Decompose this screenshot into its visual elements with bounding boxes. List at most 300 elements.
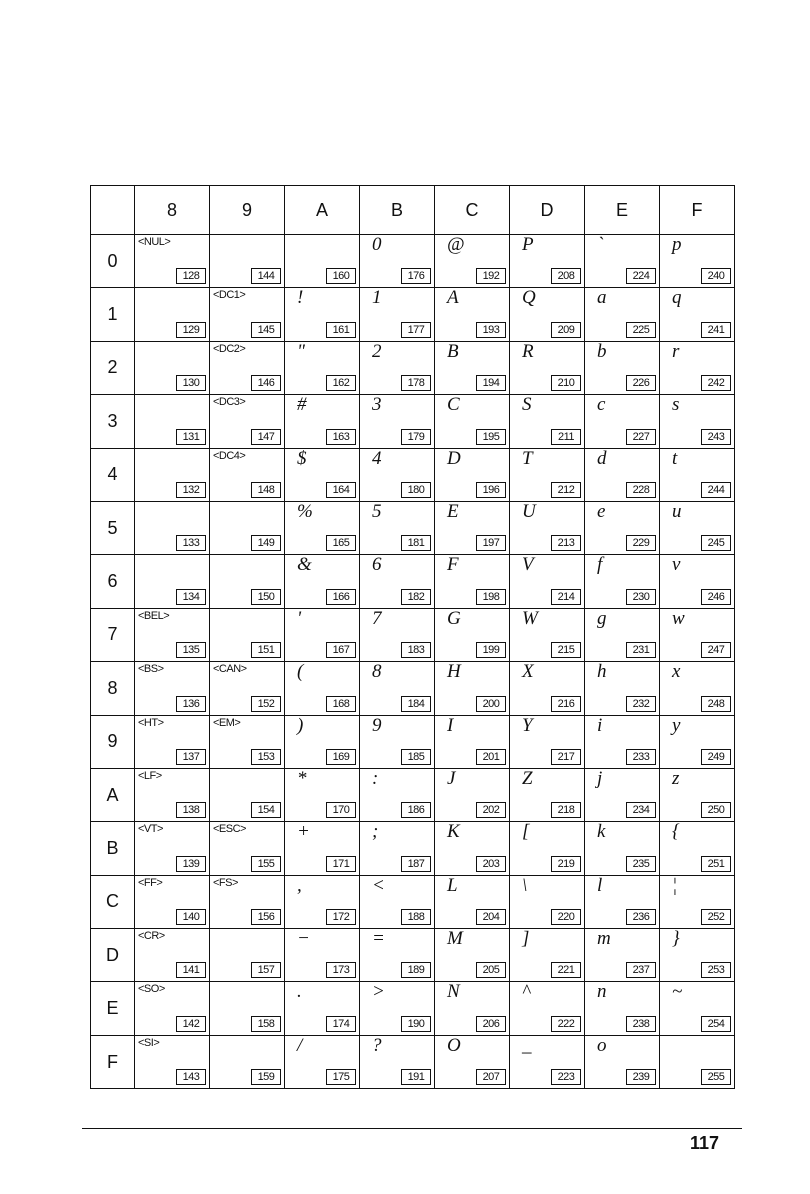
decimal-code-box: 194 [476, 375, 506, 391]
decimal-code-box: 196 [476, 482, 506, 498]
decimal-code-box: 197 [476, 535, 506, 551]
char-cell [660, 288, 735, 341]
decimal-code-box: 239 [626, 1069, 656, 1085]
char-cell [585, 662, 660, 715]
character-glyph: \ [522, 874, 528, 896]
char-cell [285, 982, 360, 1035]
char-cell [510, 662, 585, 715]
decimal-code-box: 158 [251, 1016, 281, 1032]
char-cell [285, 662, 360, 715]
character-glyph: @ [447, 234, 465, 255]
character-glyph: w [672, 607, 685, 629]
char-cell [435, 555, 510, 608]
character-glyph: z [672, 767, 680, 789]
character-glyph: 4 [372, 447, 382, 469]
decimal-code-box: 142 [176, 1016, 206, 1032]
decimal-code-box: 217 [551, 749, 581, 765]
char-cell [135, 555, 210, 608]
decimal-code-box: 228 [626, 482, 656, 498]
char-cell [135, 235, 210, 288]
char-cell [360, 1035, 435, 1088]
decimal-code-box: 254 [701, 1016, 731, 1032]
column-header: E [585, 186, 660, 235]
decimal-code-box: 174 [326, 1016, 356, 1032]
decimal-code-box: 134 [176, 589, 206, 605]
char-cell [660, 875, 735, 928]
character-glyph: $ [297, 447, 307, 469]
control-code-label: <DC2> [213, 342, 246, 355]
character-glyph: G [447, 607, 461, 629]
row-header: 6 [91, 555, 135, 608]
char-cell [435, 822, 510, 875]
decimal-code-box: 211 [551, 429, 581, 445]
column-header: 8 [135, 186, 210, 235]
decimal-code-box: 154 [251, 802, 281, 818]
char-cell [585, 768, 660, 821]
char-cell [585, 608, 660, 661]
column-header: C [435, 186, 510, 235]
char-cell [360, 288, 435, 341]
decimal-code-box: 199 [476, 642, 506, 658]
decimal-code-box: 233 [626, 749, 656, 765]
char-cell [360, 929, 435, 982]
decimal-code-box: 227 [626, 429, 656, 445]
decimal-code-box: 160 [326, 268, 356, 284]
decimal-code-box: 220 [551, 909, 581, 925]
character-glyph: j [597, 767, 603, 789]
character-glyph: C [447, 394, 460, 416]
char-cell [285, 929, 360, 982]
char-cell [435, 662, 510, 715]
char-cell [135, 822, 210, 875]
decimal-code-box: 156 [251, 909, 281, 925]
character-glyph: E [447, 500, 459, 522]
decimal-code-box: 226 [626, 375, 656, 391]
control-code-label: <CAN> [213, 663, 247, 676]
character-glyph: ! [297, 287, 304, 309]
char-cell [660, 768, 735, 821]
character-glyph: * [297, 767, 307, 789]
decimal-code-box: 207 [476, 1069, 506, 1085]
char-cell [210, 555, 285, 608]
character-glyph: + [297, 821, 310, 843]
character-glyph: c [597, 394, 606, 416]
table-row [91, 501, 735, 554]
char-cell [285, 715, 360, 768]
decimal-code-box: 243 [701, 429, 731, 445]
char-cell [435, 768, 510, 821]
decimal-code-box: 205 [476, 962, 506, 978]
decimal-code-box: 167 [326, 642, 356, 658]
character-glyph: ] [522, 928, 530, 950]
char-cell [360, 875, 435, 928]
character-glyph: > [372, 981, 385, 1003]
table-row [91, 822, 735, 875]
char-cell [435, 608, 510, 661]
char-cell [585, 501, 660, 554]
decimal-code-box: 128 [176, 268, 206, 284]
decimal-code-box: 186 [401, 802, 431, 818]
character-glyph: D [447, 447, 461, 469]
column-header: B [360, 186, 435, 235]
row-header: 0 [91, 235, 135, 288]
character-glyph: # [297, 394, 307, 416]
decimal-code-box: 241 [701, 322, 731, 338]
character-glyph: q [672, 287, 682, 309]
character-glyph: J [447, 767, 456, 789]
char-cell [135, 929, 210, 982]
corner-cell [91, 186, 135, 235]
control-code-label: <EM> [213, 716, 241, 729]
char-cell [510, 555, 585, 608]
decimal-code-box: 188 [401, 909, 431, 925]
decimal-code-box: 236 [626, 909, 656, 925]
decimal-code-box: 180 [401, 482, 431, 498]
character-glyph: e [597, 500, 606, 522]
character-glyph: [ [522, 821, 530, 843]
decimal-code-box: 165 [326, 535, 356, 551]
column-header: F [660, 186, 735, 235]
decimal-code-box: 185 [401, 749, 431, 765]
control-code-label: <BS> [138, 663, 164, 676]
char-cell [510, 608, 585, 661]
decimal-code-box: 132 [176, 482, 206, 498]
char-cell [135, 395, 210, 448]
char-cell [510, 982, 585, 1035]
control-code-label: <DC1> [213, 289, 246, 302]
char-cell [210, 341, 285, 394]
char-cell [660, 715, 735, 768]
decimal-code-box: 190 [401, 1016, 431, 1032]
row-header: B [91, 822, 135, 875]
decimal-code-box: 242 [701, 375, 731, 391]
char-cell [135, 662, 210, 715]
character-glyph: i [597, 714, 603, 736]
character-glyph: = [372, 928, 385, 950]
control-code-label: <SI> [138, 1036, 160, 1049]
char-cell [510, 1035, 585, 1088]
control-code-label: <CR> [138, 930, 165, 943]
decimal-code-box: 255 [701, 1069, 731, 1085]
control-code-label: <VT> [138, 823, 163, 836]
footer-rule [82, 1128, 742, 1129]
decimal-code-box: 193 [476, 322, 506, 338]
control-code-label: <HT> [138, 716, 164, 729]
char-cell [435, 288, 510, 341]
char-cell [210, 1035, 285, 1088]
table-row [91, 395, 735, 448]
decimal-code-box: 176 [401, 268, 431, 284]
character-glyph: S [522, 394, 532, 416]
decimal-code-box: 198 [476, 589, 506, 605]
decimal-code-box: 204 [476, 909, 506, 925]
column-header: 9 [210, 186, 285, 235]
decimal-code-box: 181 [401, 535, 431, 551]
decimal-code-box: 178 [401, 375, 431, 391]
char-cell [660, 929, 735, 982]
char-cell [435, 448, 510, 501]
row-header: A [91, 768, 135, 821]
char-cell [285, 288, 360, 341]
character-glyph: x [672, 661, 681, 683]
character-glyph: } [672, 928, 680, 950]
decimal-code-box: 200 [476, 696, 506, 712]
row-header: 2 [91, 341, 135, 394]
table-row [91, 1035, 735, 1088]
character-glyph: l [597, 874, 603, 896]
decimal-code-box: 168 [326, 696, 356, 712]
character-glyph: H [447, 661, 461, 683]
char-cell [360, 982, 435, 1035]
table-row [91, 235, 735, 288]
decimal-code-box: 210 [551, 375, 581, 391]
character-glyph: & [297, 554, 312, 576]
decimal-code-box: 173 [326, 962, 356, 978]
char-cell [660, 501, 735, 554]
char-cell [135, 341, 210, 394]
character-glyph: 7 [372, 607, 382, 629]
character-glyph: I [447, 714, 454, 736]
character-glyph: v [672, 554, 681, 576]
control-code-label: <ESC> [213, 823, 246, 836]
character-glyph: b [597, 340, 607, 362]
decimal-code-box: 164 [326, 482, 356, 498]
character-glyph: ; [372, 821, 379, 843]
decimal-code-box: 155 [251, 856, 281, 872]
char-cell [285, 768, 360, 821]
row-header: 1 [91, 288, 135, 341]
char-cell [510, 822, 585, 875]
character-glyph: { [672, 821, 680, 843]
decimal-code-box: 229 [626, 535, 656, 551]
decimal-code-box: 225 [626, 322, 656, 338]
decimal-code-box: 235 [626, 856, 656, 872]
decimal-code-box: 182 [401, 589, 431, 605]
character-glyph: ` [597, 234, 604, 255]
char-cell [435, 715, 510, 768]
character-glyph: h [597, 661, 607, 683]
char-cell [585, 395, 660, 448]
decimal-code-box: 139 [176, 856, 206, 872]
character-glyph: K [447, 821, 460, 843]
char-cell [210, 608, 285, 661]
row-header: 5 [91, 501, 135, 554]
decimal-code-box: 230 [626, 589, 656, 605]
decimal-code-box: 135 [176, 642, 206, 658]
decimal-code-box: 177 [401, 322, 431, 338]
decimal-code-box: 141 [176, 962, 206, 978]
decimal-code-box: 189 [401, 962, 431, 978]
decimal-code-box: 140 [176, 909, 206, 925]
character-glyph: X [522, 661, 534, 683]
table-row [91, 715, 735, 768]
character-glyph: O [447, 1034, 461, 1056]
char-cell [360, 715, 435, 768]
decimal-code-box: 238 [626, 1016, 656, 1032]
decimal-code-box: 171 [326, 856, 356, 872]
character-glyph: g [597, 607, 607, 629]
char-cell [285, 235, 360, 288]
control-code-label: <NUL> [138, 236, 171, 248]
char-cell [210, 235, 285, 288]
char-cell [585, 555, 660, 608]
decimal-code-box: 202 [476, 802, 506, 818]
decimal-code-box: 231 [626, 642, 656, 658]
char-cell [660, 822, 735, 875]
character-glyph: o [597, 1034, 607, 1056]
character-glyph: W [522, 607, 538, 629]
decimal-code-box: 151 [251, 642, 281, 658]
char-cell [285, 1035, 360, 1088]
char-cell [210, 822, 285, 875]
column-header: A [285, 186, 360, 235]
char-cell [360, 448, 435, 501]
character-glyph: P [522, 234, 534, 255]
row-header: F [91, 1035, 135, 1088]
decimal-code-box: 145 [251, 322, 281, 338]
char-cell [360, 555, 435, 608]
char-cell [135, 1035, 210, 1088]
char-cell [210, 662, 285, 715]
char-cell [585, 715, 660, 768]
character-glyph: T [522, 447, 533, 469]
table-row [91, 982, 735, 1035]
char-cell [660, 235, 735, 288]
decimal-code-box: 215 [551, 642, 581, 658]
control-code-label: <SO> [138, 983, 165, 996]
character-glyph: % [297, 500, 313, 522]
char-cell [210, 875, 285, 928]
decimal-code-box: 208 [551, 268, 581, 284]
char-cell [660, 662, 735, 715]
control-code-label: <DC3> [213, 396, 246, 409]
decimal-code-box: 201 [476, 749, 506, 765]
char-cell [585, 448, 660, 501]
character-glyph: ^ [522, 981, 531, 1003]
row-header: 9 [91, 715, 135, 768]
row-header: 4 [91, 448, 135, 501]
character-glyph: 3 [372, 394, 382, 416]
char-cell [285, 395, 360, 448]
decimal-code-box: 218 [551, 802, 581, 818]
character-glyph: ¦ [672, 874, 678, 896]
character-glyph: N [447, 981, 460, 1003]
header-row [91, 186, 735, 235]
character-glyph: t [672, 447, 678, 469]
char-cell [360, 341, 435, 394]
character-glyph: 9 [372, 714, 382, 736]
character-glyph: − [297, 928, 310, 950]
decimal-code-box: 137 [176, 749, 206, 765]
decimal-code-box: 162 [326, 375, 356, 391]
decimal-code-box: 212 [551, 482, 581, 498]
row-header: D [91, 929, 135, 982]
table-row [91, 555, 735, 608]
char-cell [585, 1035, 660, 1088]
char-cell [585, 982, 660, 1035]
decimal-code-box: 246 [701, 589, 731, 605]
decimal-code-box: 149 [251, 535, 281, 551]
decimal-code-box: 195 [476, 429, 506, 445]
character-glyph: a [597, 287, 607, 309]
table-row [91, 929, 735, 982]
decimal-code-box: 237 [626, 962, 656, 978]
character-glyph: 0 [372, 234, 382, 255]
char-cell [660, 1035, 735, 1088]
char-cell [435, 1035, 510, 1088]
control-code-label: <FF> [138, 876, 163, 889]
char-cell [135, 448, 210, 501]
character-glyph: . [297, 981, 302, 1003]
char-cell [210, 448, 285, 501]
character-glyph: L [447, 874, 458, 896]
decimal-code-box: 183 [401, 642, 431, 658]
char-cell [210, 501, 285, 554]
decimal-code-box: 157 [251, 962, 281, 978]
character-glyph: ~ [672, 981, 683, 1003]
decimal-code-box: 224 [626, 268, 656, 284]
decimal-code-box: 129 [176, 322, 206, 338]
decimal-code-box: 131 [176, 429, 206, 445]
character-glyph: A [447, 287, 459, 309]
character-glyph: d [597, 447, 607, 469]
character-glyph: Z [522, 767, 533, 789]
char-cell [510, 448, 585, 501]
decimal-code-box: 138 [176, 802, 206, 818]
character-glyph: 2 [372, 340, 382, 362]
char-cell [360, 768, 435, 821]
decimal-code-box: 221 [551, 962, 581, 978]
decimal-code-box: 136 [176, 696, 206, 712]
character-glyph: F [447, 554, 459, 576]
char-cell [585, 288, 660, 341]
decimal-code-box: 245 [701, 535, 731, 551]
character-glyph: m [597, 928, 611, 950]
decimal-code-box: 191 [401, 1069, 431, 1085]
char-cell [360, 608, 435, 661]
decimal-code-box: 152 [251, 696, 281, 712]
decimal-code-box: 169 [326, 749, 356, 765]
decimal-code-box: 133 [176, 535, 206, 551]
char-cell [510, 395, 585, 448]
character-glyph: ) [297, 714, 304, 736]
character-glyph: " [297, 340, 305, 362]
table-row [91, 768, 735, 821]
char-cell [135, 288, 210, 341]
decimal-code-box: 251 [701, 856, 731, 872]
decimal-code-box: 170 [326, 802, 356, 818]
table-row [91, 608, 735, 661]
decimal-code-box: 234 [626, 802, 656, 818]
decimal-code-box: 150 [251, 589, 281, 605]
character-glyph: f [597, 554, 603, 576]
character-glyph: ? [372, 1034, 382, 1056]
char-cell [210, 288, 285, 341]
decimal-code-box: 213 [551, 535, 581, 551]
decimal-code-box: 130 [176, 375, 206, 391]
char-cell [585, 929, 660, 982]
decimal-code-box: 206 [476, 1016, 506, 1032]
char-cell [210, 715, 285, 768]
decimal-code-box: 203 [476, 856, 506, 872]
row-header: E [91, 982, 135, 1035]
char-cell [660, 982, 735, 1035]
decimal-code-box: 244 [701, 482, 731, 498]
char-cell [435, 982, 510, 1035]
decimal-code-box: 247 [701, 642, 731, 658]
character-glyph: 5 [372, 500, 382, 522]
character-glyph: M [447, 928, 463, 950]
